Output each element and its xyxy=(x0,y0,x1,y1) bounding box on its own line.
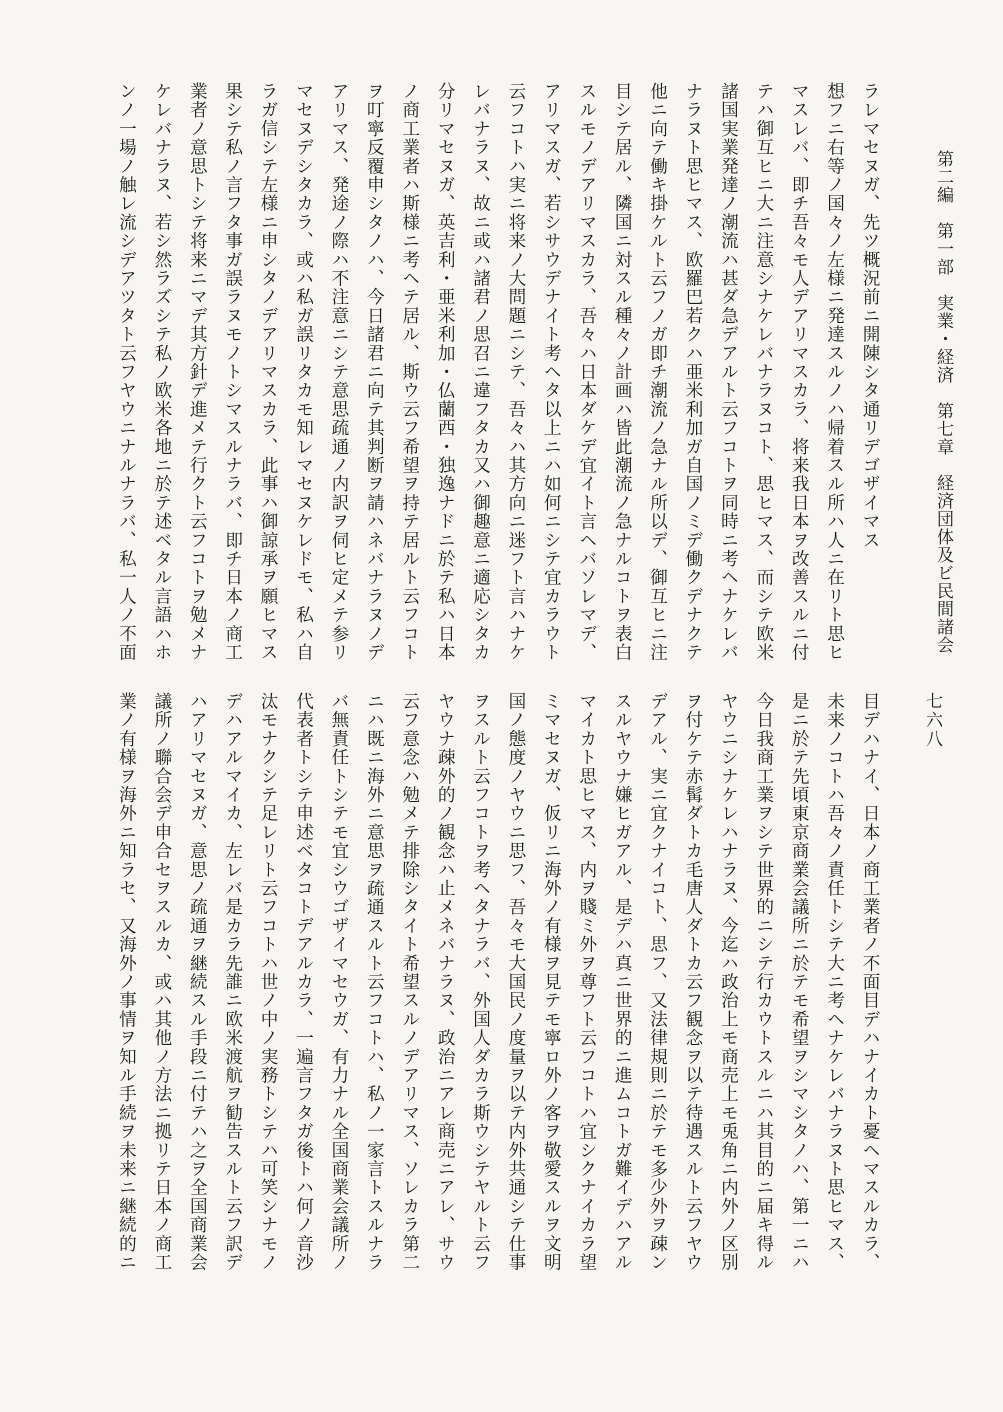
running-header: 第二編 第一部 実業・経済 第七章 経済団体及ビ民間諸会 xyxy=(933,150,953,654)
text-line: 想フニ右等ノ国々ノ左様ニ発達スルノハ帰着スル所ハ人ニ在リト思ヒ xyxy=(824,82,845,662)
text-line: バ無責任トシテモ宜シウゴザイマセウガ、有力ナル全国商業会議所ノ xyxy=(328,692,349,1272)
text-line: 云フコトハ実ニ将来ノ大問題ニシテ、吾々ハ其方向ニ迷フト言ハナケ xyxy=(505,82,526,662)
text-block-bottom xyxy=(87,692,887,1277)
text-line: 代表者トシテ申述ベタコトデアルカラ、一遍言フタガ後トハ何ノ音沙 xyxy=(293,692,314,1272)
text-line: 目デハナイ、日本ノ商工業者ノ不面目デハナイカト憂ヘマスルカラ、 xyxy=(860,692,880,1272)
text-line: ラガ信シテ左様ニ申シタノデアリマスカラ、此事ハ御諒承ヲ願ヒマス xyxy=(258,82,279,662)
text-line: マセヌデシタカラ、或ハ私ガ誤リタカモ知レマセヌケレドモ、私ハ自 xyxy=(293,82,314,662)
text-line: アリマスガ、若シサウデナイト考ヘタ以上ニハ如何ニシテ宜カラウト xyxy=(541,82,562,662)
text-line: 他ニ向テ働キ掛ケルト云フノガ即チ潮流ノ急ナル所以デ、御互ヒニ注 xyxy=(647,82,668,662)
text-line: ヤウナ疎外的ノ観念ハ止メネバナラヌ、政治ニアレ商売ニアレ、サウ xyxy=(435,692,456,1272)
text-line: デハアルマイカ、左レバ是カラ先誰ニ欧米渡航ヲ勧告スルト云フ訳デ xyxy=(222,692,243,1272)
page-number: 七六八 xyxy=(922,692,942,749)
text-line: 議所ノ聯合会デ申合セヲスルカ、或ハ其他ノ方法ニ拠リテ日本ノ商工 xyxy=(151,692,172,1272)
text-line: ケレバナラヌ、若シ然ラズシテ私ノ欧米各地ニ於テ述ベタル言語ハホ xyxy=(151,82,172,662)
text-line: 目シテ居ル、隣国ニ対スル種々ノ計画ハ皆此潮流ノ急ナルコトヲ表白 xyxy=(612,82,633,662)
text-line: デアル、実ニ宜クナイコト、思フ、又法律規則ニ於テモ多少外ヲ疎ン xyxy=(647,692,668,1272)
text-line: 未来ノコトハ吾々ノ責任トシテ大ニ考ヘナケレバナラヌト思ヒマス、 xyxy=(824,692,845,1272)
text-line: 分リマセヌガ、英吉利・亜米利加・仏蘭西・独逸ナドニ於テ私ハ日本 xyxy=(435,82,456,662)
text-line: 果シテ私ノ言フタ事ガ誤ラヌモノトシマスルナラバ、即チ日本ノ商工 xyxy=(222,82,243,662)
text-line: 云フ意念ハ勉メテ排除シタイト希望スルノデアリマス、ソレカラ第二 xyxy=(399,692,420,1272)
text-line: ヲ付ケテ赤髯ダトカ毛唐人ダトカ云フ観念ヲ以テ待遇スルト云フヤウ xyxy=(682,692,703,1272)
text-line: ヲ叮寧反覆申シタノハ、今日諸君ニ向テ其判断ヲ請ハネバナラヌノデ xyxy=(364,82,385,662)
text-line: レバナラヌ、故ニ或ハ諸君ノ思召ニ違フタカ又ハ御趣意ニ適応シタカ xyxy=(470,82,491,662)
text-line: スルモノデアリマスカラ、吾々ハ日本ダケデ宜イト言ヘバソレマデ、 xyxy=(576,82,597,662)
text-line: マスレバ、即チ吾々モ人デアリマスカラ、将来我日本ヲ改善スルニ付 xyxy=(789,82,810,662)
text-line: 諸国実業発達ノ潮流ハ甚ダ急デアルト云フコトヲ同時ニ考ヘナケレバ xyxy=(718,82,739,662)
text-block-top xyxy=(87,82,887,662)
text-line: ナラヌト思ヒマス、欧羅巴若クハ亜米利加ガ自国ノミデ働クデナクテ xyxy=(682,82,703,662)
text-line: テハ御互ヒニ大ニ注意シナケレバナラヌコト、思ヒマス、而シテ欧米 xyxy=(753,82,774,662)
text-line: ノ商工業者ハ斯様ニ考ヘテ居ル、斯ウ云フ希望ヲ持テ居ルト云フコト xyxy=(399,82,420,662)
text-line: 是ニ於テ先頃東京商業会議所ニ於テモ希望ヲシマシタノハ、第一ニハ xyxy=(789,692,810,1272)
text-line: スルヤウナ嫌ヒガアル、是デハ真ニ世界的ニ進ムコトガ難イデハアル xyxy=(612,692,633,1272)
text-line: ヤウニシナケレハナラヌ、今迄ハ政治上モ商売上モ兎角ニ内外ノ区別 xyxy=(718,692,739,1272)
text-line: 業ノ有様ヲ海外ニ知ラセ、又海外ノ事情ヲ知ル手続ヲ未来ニ継続的ニ xyxy=(116,692,137,1272)
text-line: ミマセヌガ、仮リニ海外ノ有様ヲ見テモ寧ロ外ノ客ヲ敬愛スルヲ文明 xyxy=(541,692,562,1272)
text-line: ラレマセヌガ、先ツ概況前ニ開陳シタ通リデゴザイマス xyxy=(860,82,880,550)
text-line: ハアリマセヌガ、意思ノ疏通ヲ継続スル手段ニ付テハ之ヲ全国商業会 xyxy=(187,692,208,1272)
text-line: ヲスルト云フコトヲ考ヘタナラバ、外国人ダカラ斯ウシテヤルト云フ xyxy=(470,692,491,1272)
text-line: マイカト思ヒマス、内ヲ賤ミ外ヲ尊フト云フコトハ宜シクナイカラ望 xyxy=(576,692,597,1272)
text-line: 汰モナクシテ足レリト云フコトハ世ノ中ノ実務トシテハ可笑シナモノ xyxy=(258,692,279,1272)
text-line: アリマス、発途ノ際ハ不注意ニシテ意思疏通ノ内訳ヲ伺ヒ定メテ参リ xyxy=(328,82,349,662)
text-line: 国ノ態度ノヤウニ思フ、吾々モ大国民ノ度量ヲ以テ内外共通シテ仕事 xyxy=(505,692,526,1272)
text-line: ンノ一場ノ触レ流シデアツタト云フヤウニナルナラバ、私一人ノ不面 xyxy=(116,82,137,662)
text-line: ニハ既ニ海外ニ意思ヲ疏通スルト云フコトハ、私ノ一家言トスルナラ xyxy=(364,692,385,1272)
text-line: 業者ノ意思トシテ将来ニマデ其方針デ進メテ行クト云フコトヲ勉メナ xyxy=(187,82,208,662)
text-line: 今日我商工業ヲシテ世界的ニシテ行カウトスルニハ其目的ニ届キ得ル xyxy=(753,692,774,1272)
